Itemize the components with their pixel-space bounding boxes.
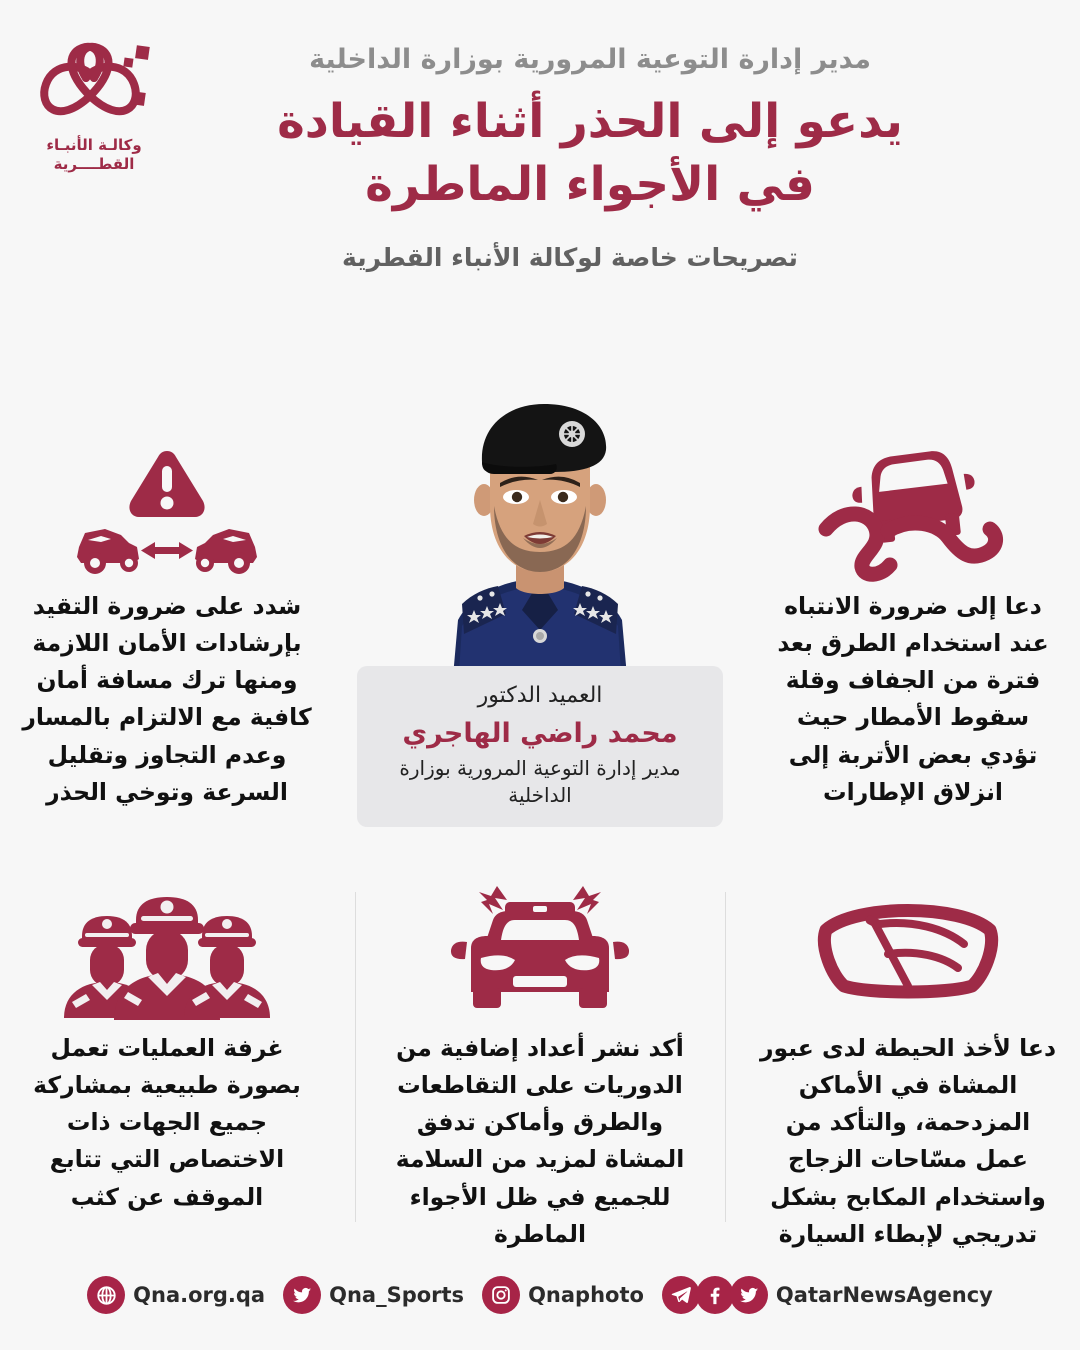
- qna-logo-text-line1: وكالـة الأنبـاء: [46, 136, 142, 154]
- tip-icon-container: [768, 438, 1058, 588]
- three-police-officers-icon: [52, 890, 282, 1020]
- qna-logo-mark: [28, 34, 160, 138]
- tip-text: دعا لأخذ الحيطة لدى عبور المشاة في الأماكن المزدحمة، والتأكد من عمل مسّاحات الزجاج واستخدام المكابح بشكل تدريجي لإبطاء السيارة: [759, 1034, 1057, 1248]
- qna-logo-text-line2: القطــــرية: [53, 154, 135, 173]
- telegram-icon[interactable]: [662, 1276, 700, 1314]
- person-rank: العميد الدكتور: [477, 683, 603, 708]
- tip-icon-container: [22, 438, 312, 588]
- social-group-qnaphoto: [482, 1276, 644, 1314]
- twitter-icon[interactable]: [730, 1276, 768, 1314]
- facebook-icon[interactable]: [696, 1276, 734, 1314]
- social-handle[interactable]: Qnaphoto: [528, 1283, 644, 1307]
- tip-pedestrians-wipers: [758, 880, 1058, 1253]
- social-group-website: [87, 1276, 265, 1314]
- tip-safe-distance: [22, 438, 312, 811]
- tip-text: أكد نشر أعداد إضافية من الدوريات على التقاطعات والطرق وأماكن تدفق المشاة لمزيد من السلامة للجميع في ظل الأجواء الماطرة: [395, 1034, 685, 1248]
- social-footer: [0, 1240, 1080, 1350]
- person-role: مدير إدارة التوعية المرورية بوزارة الداخلية: [399, 755, 681, 807]
- tip-text: شدد على ضرورة التقيد بإرشادات الأمان اللازمة ومنها ترك مسافة أمان كافية مع الالتزام بالمسار وعدم التجاوز وتقليل السرعة وتوخي الحذر: [22, 592, 312, 806]
- police-car-icon: [445, 880, 635, 1022]
- column-divider: [725, 892, 726, 1222]
- column-divider: [355, 892, 356, 1222]
- headline-line-1: يدعو إلى الحذر أثناء القيادة: [277, 94, 903, 149]
- person-name: محمد راضي الهاجري: [402, 717, 678, 749]
- tip-extra-patrols: [395, 872, 685, 1253]
- two-cars-safe-distance-warning-icon: [67, 443, 267, 583]
- instagram-icon[interactable]: [482, 1276, 520, 1314]
- name-card: [357, 666, 723, 827]
- header: [0, 0, 1080, 360]
- tip-slippery-roads: [768, 438, 1058, 811]
- person-block: [340, 388, 740, 818]
- social-handle[interactable]: Qna_Sports: [329, 1283, 465, 1307]
- tip-icon-container: [395, 872, 685, 1030]
- headline-line-2: في الأجواء الماطرة: [365, 156, 815, 212]
- windshield-wiper-icon: [808, 890, 1008, 1020]
- social-handle[interactable]: Qna.org.qa: [133, 1283, 266, 1307]
- social-handle[interactable]: QatarNewsAgency: [775, 1283, 993, 1307]
- tip-icon-container: [22, 880, 312, 1030]
- tip-icon-container: [758, 880, 1058, 1030]
- portrait-police-officer: [340, 388, 740, 688]
- header-eyebrow: مدير إدارة التوعية المرورية بوزارة الداخلية: [309, 44, 871, 75]
- qna-logo-text: [28, 136, 160, 174]
- twitter-icon[interactable]: [283, 1276, 321, 1314]
- skidding-car-icon: [818, 443, 1008, 583]
- social-group-qnasports: [283, 1276, 464, 1314]
- page-title: [30, 91, 1050, 217]
- tip-text: دعا إلى ضرورة الانتباه عند استخدام الطرق بعد فترة من الجفاف وقلة سقوط الأمطار حيث تؤدي بعض الأتربة إلى انزلاق الإطارات: [777, 592, 1049, 806]
- tip-operations-room: [22, 880, 312, 1216]
- header-subline: تصريحات خاصة لوكالة الأنباء القطرية: [342, 242, 798, 272]
- globe-icon[interactable]: [87, 1276, 125, 1314]
- qna-logo: [28, 34, 160, 194]
- social-group-qatarnewsagency: [662, 1276, 993, 1314]
- tip-text: غرفة العمليات تعمل بصورة طبيعية بمشاركة جميع الجهات ذات الاختصاص التي تتابع الموقف عن كثب: [33, 1034, 301, 1211]
